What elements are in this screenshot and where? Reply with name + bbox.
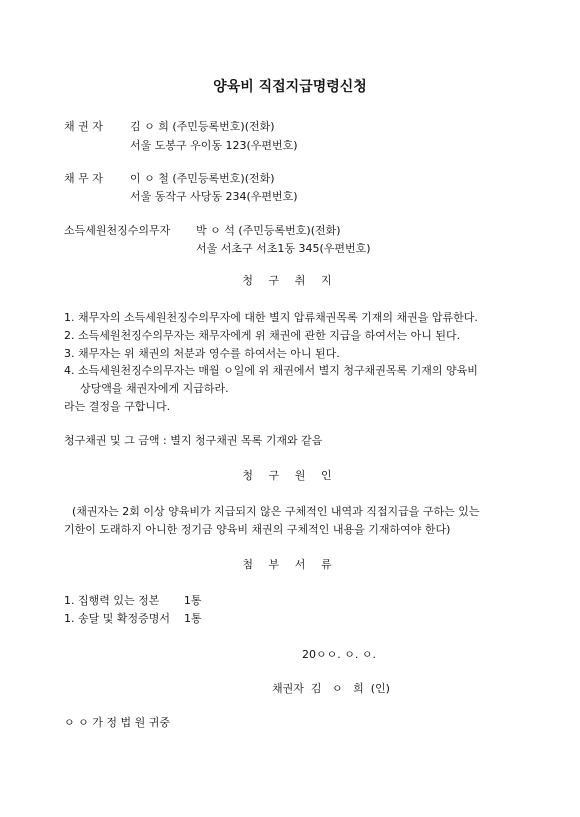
debtor-address: 서울 동작구 사당동 234(우편번호) [130,190,298,203]
claim-purpose-item-4-continued: 상당액을 채권자에게 지급하라. [80,382,229,395]
creditor-signature: 채권자 김 ㅇ 희 (인) [272,682,390,695]
creditor-name-line: 김 ㅇ 희 (주민등록번호)(전화) [130,120,275,133]
claim-purpose-item-2: 2. 소득세원천징수의무자는 채무자에게 위 채권에 관한 지급을 하여서는 아니 된다. [64,329,461,342]
withholder-address: 서울 서초구 서초1동 345(우편번호) [196,242,371,255]
withholder-name-line: 박 ㅇ 석 (주민등록번호)(전화) [196,224,341,237]
debtor-label: 채 무 자 [64,172,103,185]
document-title: 양육비 직접지급명령신청 [213,79,367,95]
claim-purpose-item-3: 3. 채무자는 위 채권의 처분과 영수를 하여서는 아니 된다. [64,347,340,360]
claim-amount: 청구채권 및 그 금액 : 별지 청구채권 목록 기재와 같음 [64,434,323,447]
claim-purpose-heading: 청 구 취 지 [242,274,338,287]
claim-purpose-item-4: 4. 소득세원천징수의무자는 매월 ㅇ일에 위 채권에서 별지 청구채권목록 기재의 양육비 [64,364,478,377]
creditor-address: 서울 도봉구 우이동 123(우편번호) [130,139,298,152]
claim-purpose-item-1: 1. 채무자의 소득세원천징수의무자에 대한 별지 압류채권목록 기재의 채권을 압류한다. [64,311,478,324]
debtor-name-line: 이 ㅇ 철 (주민등록번호)(전화) [130,172,275,185]
withholder-label: 소득세원천징수의무자 [64,224,171,237]
court-addressee: ㅇ ㅇ 가 정 법 원 귀중 [64,716,170,729]
claim-reason-heading: 청 구 원 인 [242,469,338,482]
attachments-heading: 첨 부 서 류 [242,558,338,571]
claim-reason-line-1: (채권자는 2회 이상 양육비가 지급되지 않은 구체적인 내역과 직접지급을 구하는 있는 [72,505,480,518]
attachment-item-1: 1. 집행력 있는 정본 1통 [64,594,202,607]
document-date: 20ㅇㅇ. ㅇ. ㅇ. [302,648,376,661]
creditor-label: 채 권 자 [64,120,103,133]
attachment-item-2: 1. 송달 및 확정증명서 1통 [64,612,202,625]
claim-reason-line-2: 기한이 도래하지 아니한 정기금 양육비 채권의 구체적인 내용을 기재하여야 한다) [64,523,451,536]
claim-purpose-closing: 라는 결정을 구합니다. [64,400,171,413]
